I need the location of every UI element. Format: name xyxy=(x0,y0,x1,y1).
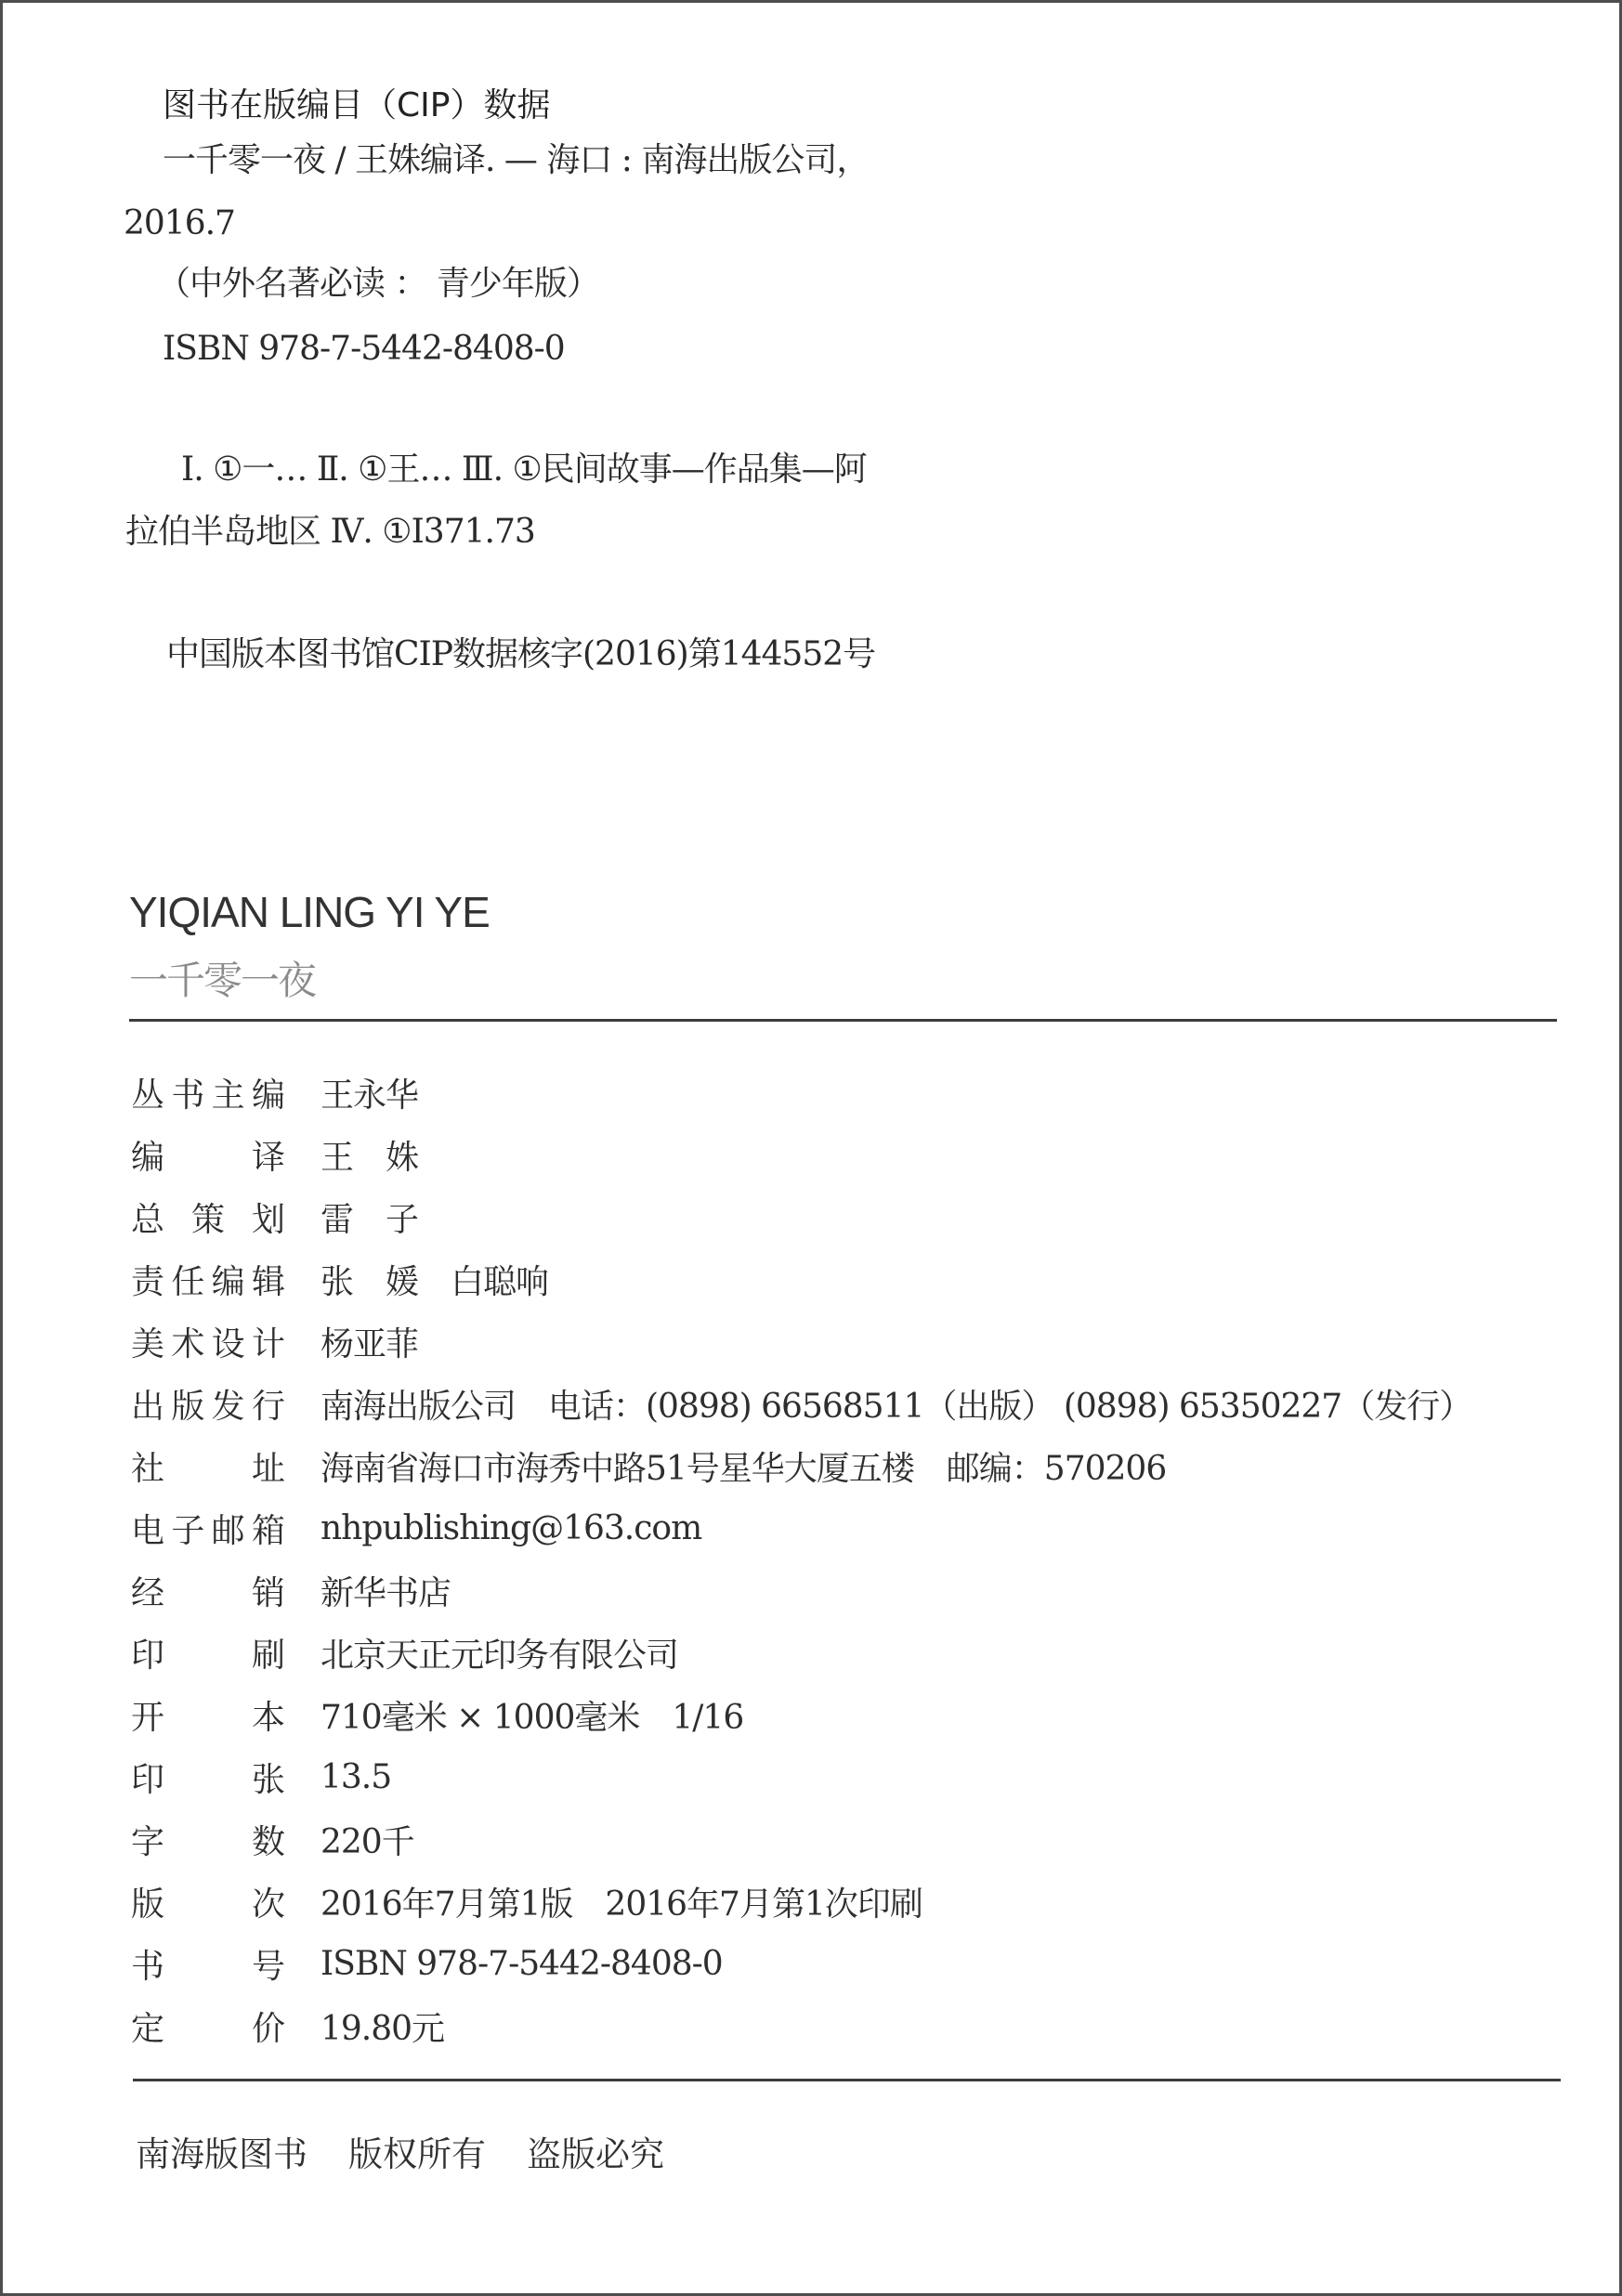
colophon-value: 南海出版公司 电话：(0898) 66568511（出版） (0898) 65350227（发行） xyxy=(320,1387,1472,1426)
colophon-row xyxy=(131,1134,418,1175)
colophon-label: 定 价 xyxy=(131,2009,285,2048)
colophon-value: 220千 xyxy=(320,1822,414,1861)
colophon-label: 印 张 xyxy=(131,1760,285,1799)
divider-bottom xyxy=(133,2079,1561,2081)
colophon-label: 丛书主编 xyxy=(131,1076,285,1115)
colophon-value: 杨亚菲 xyxy=(320,1324,419,1363)
colophon-row xyxy=(131,1632,678,1673)
colophon-value: 王 姝 xyxy=(320,1138,419,1177)
cip-classification-line-1: Ⅰ. ①一… Ⅱ. ①王… Ⅲ. ①民间故事—作品集—阿 xyxy=(181,450,867,489)
colophon-value: 13.5 xyxy=(320,1757,392,1796)
title-chinese: 一千零一夜 xyxy=(129,958,316,1003)
cip-series-line: （中外名著必读 ： 青少年版） xyxy=(157,265,599,303)
colophon-row xyxy=(131,1072,418,1113)
colophon-label: 美术设计 xyxy=(131,1324,285,1363)
colophon-label: 版 次 xyxy=(131,1885,285,1924)
colophon-value: 2016年7月第1版 2016年7月第1次印刷 xyxy=(320,1885,922,1924)
colophon-value: nhpublishing@163.com xyxy=(320,1508,702,1547)
title-pinyin: YIQIAN LING YI YE xyxy=(129,888,490,936)
colophon-value: 海南省海口市海秀中路51号星华大厦五楼 邮编：570206 xyxy=(320,1449,1167,1488)
colophon-label: 经 销 xyxy=(131,1573,285,1612)
colophon-label: 社 址 xyxy=(131,1449,285,1488)
colophon-label: 书 号 xyxy=(131,1947,285,1986)
colophon-label: 总 策 划 xyxy=(131,1200,285,1239)
colophon-value: 新华书店 xyxy=(320,1573,451,1612)
colophon-row xyxy=(131,1881,922,1922)
colophon-row xyxy=(131,1694,743,1735)
colophon-row xyxy=(131,1259,548,1299)
colophon-row xyxy=(131,1507,701,1548)
colophon-label: 责任编辑 xyxy=(131,1262,285,1301)
colophon-row xyxy=(131,1321,418,1362)
cip-heading: 图书在版编目（CIP）数据 xyxy=(163,86,551,124)
cip-title-line: 一千零一夜 / 王姝编译. — 海口 : 南海出版公司， xyxy=(163,141,870,179)
colophon-label: 开 本 xyxy=(131,1698,285,1737)
colophon-row xyxy=(131,1445,1166,1486)
divider-top xyxy=(129,1019,1557,1022)
colophon-label: 印 刷 xyxy=(131,1636,285,1675)
colophon-value: 710毫米 × 1000毫米 1/16 xyxy=(320,1698,744,1737)
colophon-value: 19.80元 xyxy=(320,2009,445,2048)
colophon-value: 张 媛 白聪响 xyxy=(320,1262,549,1301)
footer-item-piracy: 盗版必究 xyxy=(527,2134,664,2174)
colophon-label: 字 数 xyxy=(131,1822,285,1861)
cip-data-number: 中国版本图书馆CIP数据核字(2016)第144552号 xyxy=(166,635,876,673)
colophon-value: 北京天正元印务有限公司 xyxy=(320,1636,679,1675)
footer-item-publisher: 南海版图书 xyxy=(136,2134,307,2174)
copyright-notice xyxy=(136,2126,705,2176)
colophon-row xyxy=(131,1943,723,1984)
footer-item-rights: 版权所有 xyxy=(348,2134,486,2174)
colophon-value: 雷 子 xyxy=(320,1200,419,1239)
colophon-row xyxy=(131,1196,418,1237)
colophon-row xyxy=(131,1819,414,1859)
colophon-label: 电子邮箱 xyxy=(131,1511,285,1550)
colophon-value: ISBN 978-7-5442-8408-0 xyxy=(320,1944,723,1983)
cip-isbn-line: ISBN 978-7-5442-8408-0 xyxy=(163,330,565,368)
colophon-label: 编 译 xyxy=(131,1138,285,1177)
colophon-value: 王永华 xyxy=(320,1076,419,1115)
colophon-row xyxy=(131,1756,391,1797)
colophon-label: 出版发行 xyxy=(131,1387,285,1426)
colophon-row xyxy=(131,2005,444,2046)
colophon-row xyxy=(131,1383,1472,1424)
colophon-row xyxy=(131,1570,451,1611)
cip-date-line: 2016.7 xyxy=(124,204,235,242)
cip-classification-line-2: 拉伯半岛地区 Ⅳ. ①I371.73 xyxy=(125,513,535,551)
